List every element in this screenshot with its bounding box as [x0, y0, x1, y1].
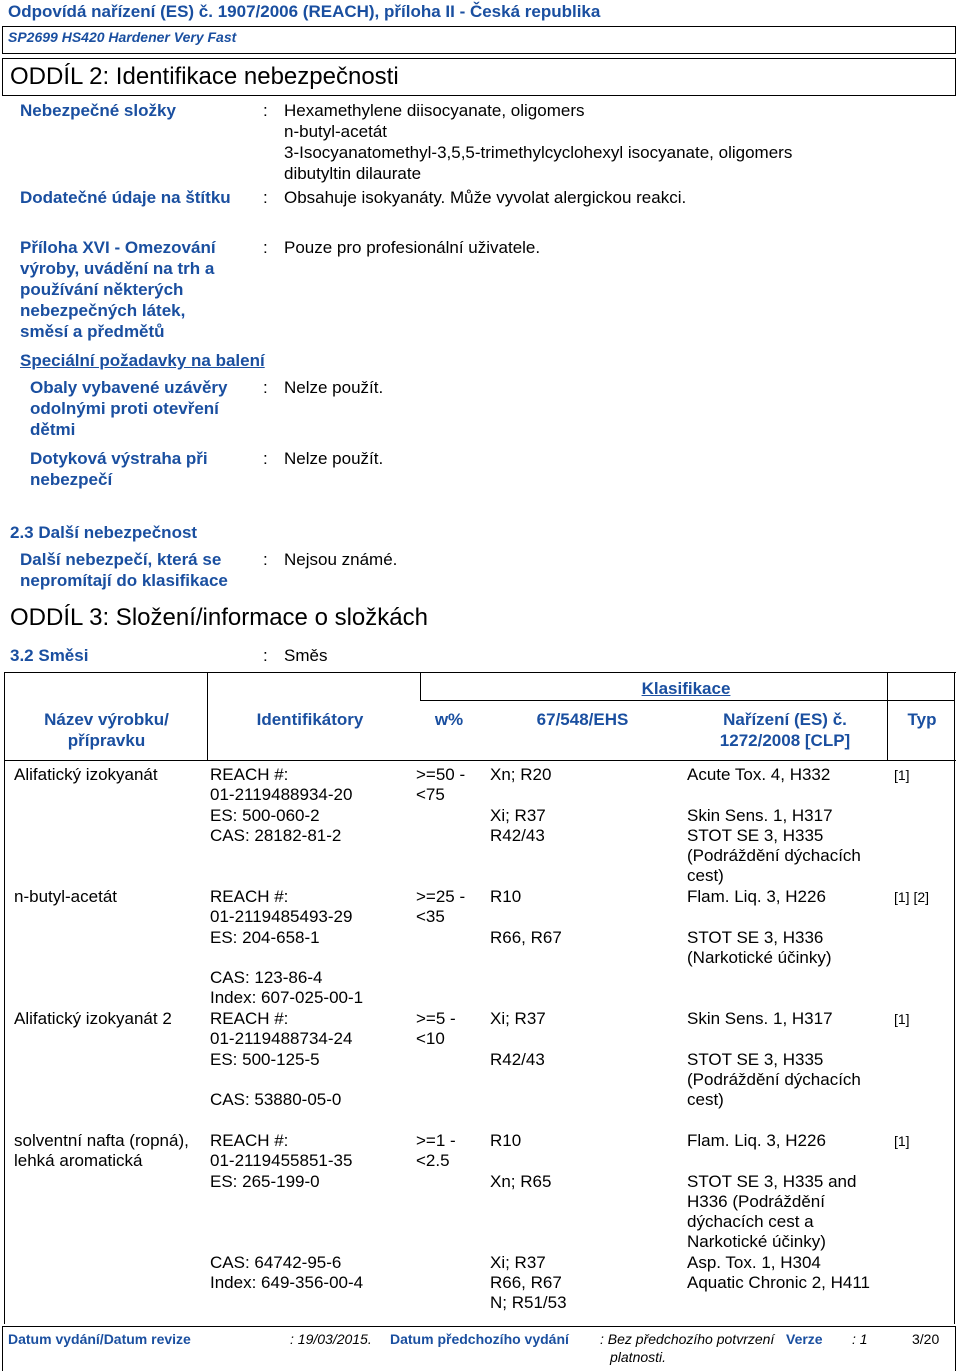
- cell-line: ES: 204-658-1: [210, 927, 320, 947]
- cell-line: cest): [687, 1090, 724, 1110]
- colon: :: [263, 646, 268, 665]
- row-clp: [687, 1009, 861, 1110]
- cell-line: Index: 649-356-00-4: [210, 1273, 364, 1293]
- row-ident: [210, 1131, 363, 1293]
- label-line: používání některých: [20, 280, 184, 299]
- cell-spacer: [687, 1029, 861, 1049]
- cell-line: Index: 607-025-00-1: [210, 988, 364, 1008]
- cell-spacer: [687, 1151, 870, 1171]
- header-line: 1272/2008 [CLP]: [719, 731, 851, 750]
- cell-line: R10: [490, 887, 522, 906]
- mixtures-label: 3.2 Směsi: [10, 646, 89, 665]
- cell-spacer: [687, 785, 861, 805]
- cell-line: Asp. Tox. 1, H304: [687, 1252, 821, 1272]
- cell-line: ES: 500-125-5: [210, 1049, 320, 1069]
- cell-line: 01-2119485493-29: [210, 907, 353, 927]
- cell-spacer: [490, 1029, 546, 1049]
- cell-line: R42/43: [490, 1049, 545, 1069]
- row-ehs: [490, 1009, 546, 1070]
- cell-line: CAS: 28182-81-2: [210, 825, 342, 845]
- cell-line: (Podráždění dýchacích: [687, 1069, 861, 1089]
- section3-title: ODDÍL 3: Složení/informace o složkách: [10, 604, 428, 631]
- row-ehs: [490, 887, 562, 948]
- supplementary-value: Obsahuje isokyanáty. Může vyvolat alergickou reakci.: [284, 188, 687, 207]
- col-name-header: [14, 709, 199, 751]
- table-top-border: [4, 672, 956, 673]
- mixtures-value: Směs: [284, 646, 328, 665]
- row-w: [416, 765, 465, 806]
- cell-line: >=5 -: [416, 1009, 456, 1028]
- cell-line: STOT SE 3, H335 and: [687, 1171, 857, 1191]
- col-divider: [420, 672, 421, 700]
- child-resistant-label: [30, 377, 228, 440]
- colon: :: [263, 378, 268, 397]
- version-label: Verze: [786, 1331, 823, 1347]
- cell-line: STOT SE 3, H335: [687, 1049, 824, 1069]
- cell-line: Flam. Liq. 3, H226: [687, 887, 826, 906]
- other-hazards-value: Nejsou známé.: [284, 550, 398, 569]
- cell-line: <2.5: [416, 1151, 450, 1171]
- component-line: n-butyl-acetát: [284, 122, 387, 141]
- previous-date-value-cont: platnosti.: [610, 1349, 667, 1365]
- cell-spacer: [490, 907, 562, 927]
- hazardous-components-list: [284, 100, 792, 184]
- colon: :: [263, 101, 268, 120]
- label-line: nepromítají do klasifikace: [20, 571, 228, 590]
- cell-line: >=50 -: [416, 765, 466, 784]
- cell-line: <35: [416, 907, 445, 927]
- cell-line: CAS: 123-86-4: [210, 968, 323, 988]
- component-line: dibutyltin dilaurate: [284, 164, 422, 183]
- row-typ: [1]: [894, 767, 910, 783]
- cell-line: lehká aromatická: [14, 1151, 143, 1171]
- cell-line: (Podráždění dýchacích: [687, 846, 861, 866]
- cell-line: R10: [490, 1131, 522, 1150]
- label-line: odolnými proti otevření: [30, 399, 219, 418]
- cell-line: CAS: 64742-95-6: [210, 1252, 342, 1272]
- child-resistant-value: Nelze použít.: [284, 378, 384, 397]
- col-typ-header: Typ: [907, 710, 937, 729]
- previous-date-value: : Bez předchozího potvrzení: [600, 1331, 775, 1347]
- component-line: Hexamethylene diisocyanate, oligomers: [284, 101, 585, 120]
- col-divider: [207, 672, 208, 760]
- cell-line: REACH #:: [210, 1131, 289, 1150]
- header-bottom-border: [4, 760, 956, 761]
- klasifikace-header: Klasifikace: [641, 679, 731, 698]
- cell-line: Xi; R37: [490, 1252, 546, 1272]
- packaging-heading: Speciální požadavky na balení: [20, 351, 265, 370]
- cell-line: dýchacích cest a: [687, 1212, 814, 1232]
- header-line: přípravku: [67, 731, 146, 750]
- cell-line: STOT SE 3, H335: [687, 825, 824, 845]
- product-name: SP2699 HS420 Hardener Very Fast: [8, 29, 237, 45]
- cell-spacer: [210, 1070, 352, 1090]
- label-line: Příloha XVI - Omezování: [20, 238, 216, 257]
- label-line: nebezpečí: [30, 470, 113, 489]
- cell-line: >=1 -: [416, 1131, 456, 1150]
- label-line: Další nebezpečí, která se: [20, 550, 222, 569]
- row-w: [416, 887, 465, 928]
- cell-spacer: [490, 785, 551, 805]
- colon: :: [263, 238, 268, 257]
- table-left-border: [4, 672, 5, 1324]
- row-name: [14, 1131, 189, 1172]
- cell-line: Xn; R20: [490, 765, 552, 784]
- row-name: [14, 1009, 172, 1029]
- label-line: dětmi: [30, 420, 76, 439]
- other-hazards-heading: 2.3 Další nebezpečnost: [10, 523, 198, 542]
- klasifikace-rule: [420, 700, 954, 701]
- row-typ: [1] [2]: [894, 889, 930, 905]
- cell-line: Skin Sens. 1, H317: [687, 1009, 833, 1028]
- cell-line: solventní nafta (ropná),: [14, 1131, 189, 1150]
- cell-spacer: [210, 1192, 363, 1253]
- row-clp: [687, 887, 832, 968]
- colon: :: [263, 449, 268, 468]
- label-line: Dotyková výstraha při: [30, 449, 208, 468]
- row-ident: [210, 1009, 352, 1110]
- colon: :: [263, 188, 268, 207]
- row-w: [416, 1131, 456, 1172]
- cell-line: Flam. Liq. 3, H226: [687, 1131, 826, 1150]
- cell-line: STOT SE 3, H336: [687, 927, 824, 947]
- hazardous-components-label: Nebezpečné složky: [20, 101, 176, 120]
- cell-line: <10: [416, 1029, 445, 1049]
- annex17-value: Pouze pro profesionální uživatele.: [284, 238, 541, 257]
- cell-line: Skin Sens. 1, H317: [687, 805, 833, 825]
- cell-spacer: [490, 1151, 567, 1171]
- cell-line: 01-2119488734-24: [210, 1029, 353, 1049]
- colon: :: [263, 550, 268, 569]
- cell-line: <75: [416, 785, 445, 805]
- cell-line: (Narkotické účinky): [687, 947, 832, 967]
- cell-line: Xi; R37: [490, 1009, 546, 1028]
- cell-line: H336 (Podráždění: [687, 1191, 825, 1211]
- row-ident: [210, 765, 352, 846]
- other-hazards-label: [20, 549, 228, 591]
- component-line: 3-Isocyanatomethyl-3,5,5-trimethylcyclohexyl isocyanate, oligomers: [284, 143, 793, 162]
- cell-line: R66, R67: [490, 1273, 562, 1293]
- row-name: [14, 765, 158, 785]
- cell-spacer: [687, 907, 832, 927]
- row-name: [14, 887, 117, 907]
- row-clp: [687, 1131, 870, 1293]
- row-ident: [210, 887, 363, 1009]
- supplementary-label: Dodatečné údaje na štítku: [20, 188, 231, 207]
- label-line: výroby, uvádění na trh a: [20, 259, 215, 278]
- label-line: nebezpečných látek,: [20, 301, 186, 320]
- cell-line: n-butyl-acetát: [14, 887, 117, 906]
- page-number: 3/20: [912, 1331, 940, 1347]
- row-typ: [1]: [894, 1133, 910, 1149]
- issue-date-label: Datum vydání/Datum revize: [8, 1331, 191, 1347]
- col-ident-header: Identifikátory: [256, 710, 364, 729]
- cell-spacer: [210, 948, 363, 968]
- cell-line: Xi; R37: [490, 805, 546, 825]
- cell-line: ES: 265-199-0: [210, 1171, 320, 1191]
- label-line: Obaly vybavené uzávěry: [30, 378, 228, 397]
- cell-line: R66, R67: [490, 927, 562, 947]
- tactile-warning-value: Nelze použít.: [284, 449, 384, 468]
- version-value: : 1: [852, 1331, 868, 1347]
- tactile-warning-label: [30, 448, 208, 490]
- cell-line: Alifatický izokyanát: [14, 765, 158, 784]
- cell-line: CAS: 53880-05-0: [210, 1090, 342, 1110]
- cell-line: Alifatický izokyanát 2: [14, 1009, 172, 1028]
- cell-line: >=25 -: [416, 887, 466, 906]
- row-w: [416, 1009, 456, 1050]
- col-divider: [887, 672, 888, 760]
- cell-line: Acute Tox. 4, H332: [687, 765, 831, 784]
- cell-line: N; R51/53: [490, 1293, 567, 1313]
- cell-spacer: [490, 1192, 567, 1253]
- label-line: směsí a předmětů: [20, 322, 165, 341]
- cell-line: Aquatic Chronic 2, H411: [687, 1273, 871, 1293]
- regulation-header: Odpovídá nařízení (ES) č. 1907/2006 (REACH), příloha II - Česká republika: [8, 2, 601, 21]
- col-w-header: w%: [434, 710, 464, 729]
- cell-line: REACH #:: [210, 765, 289, 784]
- issue-date-value: : 19/03/2015.: [290, 1331, 372, 1347]
- col-ehs-header: 67/548/EHS: [536, 710, 629, 729]
- header-line: Název výrobku/: [44, 710, 169, 729]
- section2-title: ODDÍL 2: Identifikace nebezpečnosti: [10, 63, 399, 90]
- cell-line: REACH #:: [210, 1009, 289, 1028]
- header-line: Nařízení (ES) č.: [723, 710, 847, 729]
- cell-line: Narkotické účinky): [687, 1232, 826, 1252]
- cell-line: ES: 500-060-2: [210, 805, 320, 825]
- row-clp: [687, 765, 861, 887]
- row-ehs: [490, 1131, 567, 1314]
- cell-line: 01-2119488934-20: [210, 785, 353, 805]
- row-ehs: [490, 765, 551, 846]
- annex17-label: [20, 237, 216, 342]
- cell-line: REACH #:: [210, 887, 289, 906]
- cell-line: 01-2119455851-35: [210, 1151, 353, 1171]
- cell-line: R42/43: [490, 825, 545, 845]
- row-typ: [1]: [894, 1011, 910, 1027]
- previous-date-label: Datum předchozího vydání: [390, 1331, 569, 1347]
- cell-line: Xn; R65: [490, 1171, 552, 1191]
- col-clp-header: [700, 709, 870, 751]
- table-right-border: [954, 672, 955, 1324]
- cell-line: cest): [687, 866, 724, 886]
